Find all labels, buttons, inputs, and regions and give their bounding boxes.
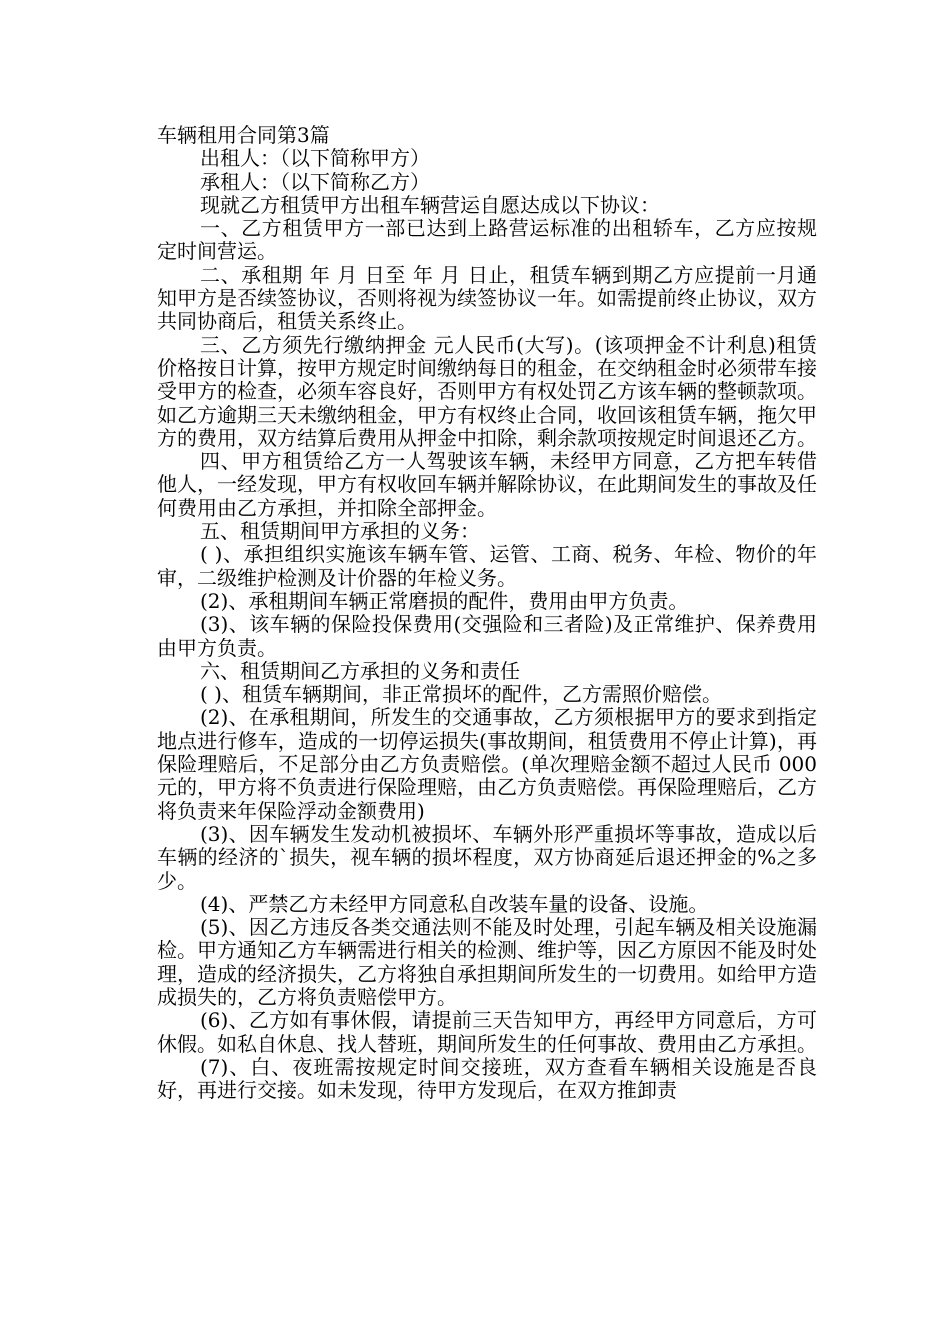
paragraph-clause-5-item-1: ( )、承担组织实施该车辆车管、运管、工商、税务、年检、物价的年审，二级维护检测及计价器的年检义务。 [157,542,817,590]
paragraph-clause-6-item-7: (7)、白、夜班需按规定时间交接班，双方查看车辆相关设施是否良好，再进行交接。如未发现，待甲方发现后，在双方推卸责 [157,1054,817,1103]
paragraph-clause-6-item-2: (2)、在承租期间，所发生的交通事故，乙方须根据甲方的要求到指定地点进行修车，造成的一切停运损失(事故期间，租赁费用不停止计算)，再保险理赔后，不足部分由乙方负责赔偿。(单次理赔金额不超过人民币 000元的，甲方将不负责进行保险理赔，由乙方负责赔偿。再保险理赔后，乙方将负责来年保险浮动金额费用) [157,705,817,823]
paragraph-clause-1: 一、乙方租赁甲方一部已达到上路营运标准的出租轿车，乙方应按规定时间营运。 [157,216,817,264]
paragraph-clause-6-item-5: (5)、因乙方违反各类交通法则不能及时处理，引起车辆及相关设施漏检。甲方通知乙方车辆需进行相关的检测、维护等，因乙方原因不能及时处理，造成的经济损失，乙方将独自承担期间所发生的一切费用。如给甲方造成损失的，乙方将负责赔偿甲方。 [157,915,817,1009]
paragraph-clause-3: 三、乙方须先行缴纳押金 元人民币(大写)。(该项押金不计利息)租赁价格按日计算，按甲方规定时间缴纳每日的租金，在交纳租金时必须带车接受甲方的检查，必须车容良好，否则甲方有权处罚乙方该车辆的整顿款项。如乙方逾期三天未缴纳租金，甲方有权终止合同，收回该租赁车辆，拖欠甲方的费用，双方结算后费用从押金中扣除，剩余款项按规定时间退还乙方。 [157,332,817,450]
paragraph-clause-4: 四、甲方租赁给乙方一人驾驶该车辆，未经甲方同意，乙方把车转借他人，一经发现，甲方有权收回车辆并解除协议，在此期间发生的事故及任何费用由乙方承担，并扣除全部押金。 [157,449,817,520]
paragraph-preamble: 现就乙方租赁甲方出租车辆营运自愿达成以下协议： [200,192,660,217]
document-title: 车辆租用合同第3篇 [157,123,330,147]
paragraph-lessee: 承租人：（以下简称乙方） [200,169,430,194]
paragraph-clause-5: 五、租赁期间甲方承担的义务： [200,519,480,544]
paragraph-clause-6: 六、租赁期间乙方承担的义务和责任 [200,658,520,683]
paragraph-clause-5-item-2: (2)、承租期间车辆正常磨损的配件，费用由甲方负责。 [200,588,689,613]
paragraph-lessor: 出租人：（以下简称甲方） [200,146,430,171]
paragraph-clause-6-item-6: (6)、乙方如有事休假，请提前三天告知甲方，再经甲方同意后，方可休假。如私自休息、找人替班，期间所发生的任何事故、费用由乙方承担。 [157,1008,817,1056]
paragraph-clause-2: 二、承租期 年 月 日至 年 月 日止，租赁车辆到期乙方应提前一月通知甲方是否续签协议，否则将视为续签协议一年。如需提前终止协议，双方共同协商后，租赁关系终止。 [157,262,817,334]
paragraph-clause-6-item-4: (4)、严禁乙方未经甲方同意私自改装车量的设备、设施。 [200,891,709,916]
paragraph-clause-6-item-1: ( )、租赁车辆期间，非正常损坏的配件，乙方需照价赔偿。 [200,682,722,707]
paragraph-clause-5-item-3: (3)、该车辆的保险投保费用(交强险和三者险)及正常维护、保养费用由甲方负责。 [157,612,817,660]
paragraph-clause-6-item-3: (3)、因车辆发生发动机被损坏、车辆外形严重损坏等事故，造成以后车辆的经济的`损失，视车辆的损坏程度，双方协商延后退还押金的%之多少。 [157,821,817,893]
document-body [157,124,817,1102]
